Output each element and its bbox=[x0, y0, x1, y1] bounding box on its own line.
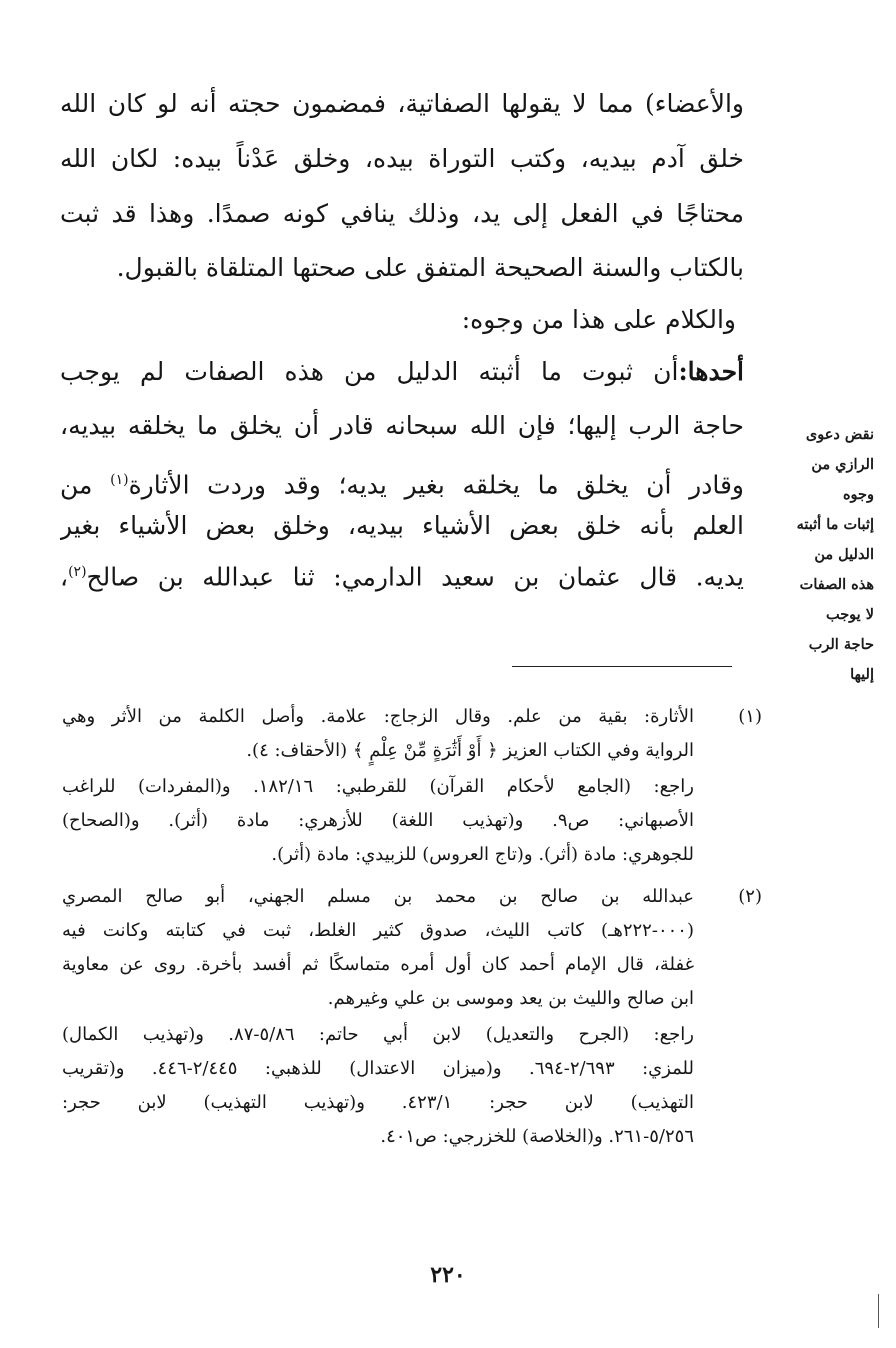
margin-note-line: الرازي من bbox=[811, 456, 874, 473]
footnote-1-line: الرواية وفي الكتاب العزيز ﴿ أَوْ أَثَٰرَةٍ مِّنْ عِلْمٍ ﴾ (الأحقاف: ٤). bbox=[246, 740, 694, 761]
margin-note-line: نقض دعوى bbox=[805, 426, 874, 443]
body-line-7: حاجة الرب إليها؛ فإن الله سبحانه قادر أن يخلق ما يخلقه بيديه، bbox=[60, 411, 744, 440]
body-line-4: بالكتاب والسنة الصحيحة المتفق على صحتها المتلقاة بالقبول. bbox=[116, 253, 744, 282]
footnote-1-line: الأصبهاني: ص٩. و(تهذيب اللغة) للأزهري: مادة (أثر). و(الصحاح) bbox=[62, 810, 694, 831]
margin-note-line: وجوه bbox=[842, 486, 874, 503]
footnote-ref-2[interactable]: (٢) bbox=[68, 564, 87, 580]
footnote-1-line: للجوهري: مادة (أثر). و(تاج العروس) للزبيدي: مادة (أثر). bbox=[271, 844, 694, 865]
footnote-2-line: غفلة، قال الإمام أحمد كان أول أمره متماسكًا ثم أفسد بأخرة. روى عن معاوية bbox=[62, 954, 694, 975]
body-line-10 bbox=[60, 544, 744, 605]
body-line-6 bbox=[60, 344, 744, 400]
body-line-10-text: يديه. قال عثمان بن سعيد الدارمي: ثنا عبدالله بن صالح bbox=[86, 562, 744, 592]
margin-note bbox=[778, 420, 874, 690]
body-line-8-tail: من bbox=[60, 470, 93, 500]
body-line-6-text: أن ثبوت ما أثبته الدليل من هذه الصفات لم يوجب bbox=[60, 357, 679, 386]
footnote-1-line: راجع: (الجامع لأحكام القرآن) للقرطبي: ١٨٢/١٦. و(المفردات) للراغب bbox=[62, 776, 694, 797]
footnote-2-line: (٠٠٠-٢٢٢هـ) كاتب الليث، صدوق كثير الغلط، ثبت في كتابته وكانت فيه bbox=[62, 920, 694, 941]
footnote-number-2: (٢) bbox=[738, 886, 762, 907]
body-line-3: محتاجًا في الفعل إلى يد، وذلك ينافي كونه صمدًا. وهذا قد ثبت bbox=[60, 199, 744, 228]
footnote-1-line: الأثارة: بقية من علم. وقال الزجاج: علامة. وأصل الكلمة من الأثر وهي bbox=[62, 706, 694, 727]
body-line-5: والكلام على هذا من وجوه: bbox=[461, 305, 736, 334]
footnote-2-line: ٥/٢٥٦-٢٦١. و(الخلاصة) للخزرجي: ص٤٠١. bbox=[380, 1126, 694, 1147]
page-number: ٢٢٠ bbox=[430, 1262, 466, 1288]
footnote-number-1: (١) bbox=[738, 706, 762, 727]
footnote-2-line: راجع: (الجرح والتعديل) لابن أبي حاتم: ٥/٨٦-٨٧. و(تهذيب الكمال) bbox=[62, 1024, 694, 1045]
footnote-separator bbox=[512, 666, 732, 667]
bold-lead: أحدها: bbox=[678, 357, 744, 386]
footnote-2-line: التهذيب) لابن حجر: ٤٢٣/١. و(تهذيب التهذيب) لابن حجر: bbox=[62, 1092, 694, 1113]
margin-note-line: حاجة الرب bbox=[808, 636, 874, 653]
margin-note-line: الدليل من bbox=[814, 546, 874, 563]
body-line-8-text: وقادر أن يخلق ما يخلقه بغير يديه؛ وقد وردت الأثارة bbox=[128, 470, 744, 500]
margin-note-line: إثبات ما أثبته bbox=[796, 516, 874, 533]
margin-note-line: لا يوجب bbox=[825, 606, 874, 623]
body-line-2: خلق آدم بيديه، وكتب التوراة بيده، وخلق عَدْناً بيده: لكان الله bbox=[60, 144, 744, 173]
margin-note-line: هذه الصفات bbox=[799, 576, 874, 593]
footnote-ref-1[interactable]: (١) bbox=[110, 472, 129, 488]
footnote-2-line: ابن صالح والليث بن يعد وموسى بن علي وغيرهم. bbox=[327, 988, 694, 1009]
scan-edge-mark bbox=[878, 1294, 879, 1328]
body-line-10-tail: ، bbox=[60, 562, 69, 592]
body-line-1: والأعضاء) مما لا يقولها الصفاتية، فمضمون حجته أنه لو كان الله bbox=[60, 89, 744, 118]
margin-note-line: إليها bbox=[850, 666, 874, 683]
footnote-2-line: عبدالله بن صالح بن محمد بن مسلم الجهني، أبو صالح المصري bbox=[62, 886, 694, 907]
footnote-2-line: للمزي: ٢/٦٩٣-٦٩٤. و(ميزان الاعتدال) للذهبي: ٢/٤٤٥-٤٤٦. و(تقريب bbox=[62, 1058, 694, 1079]
body-line-9: العلم بأنه خلق بعض الأشياء بيديه، وخلق بعض الأشياء بغير bbox=[60, 511, 744, 540]
